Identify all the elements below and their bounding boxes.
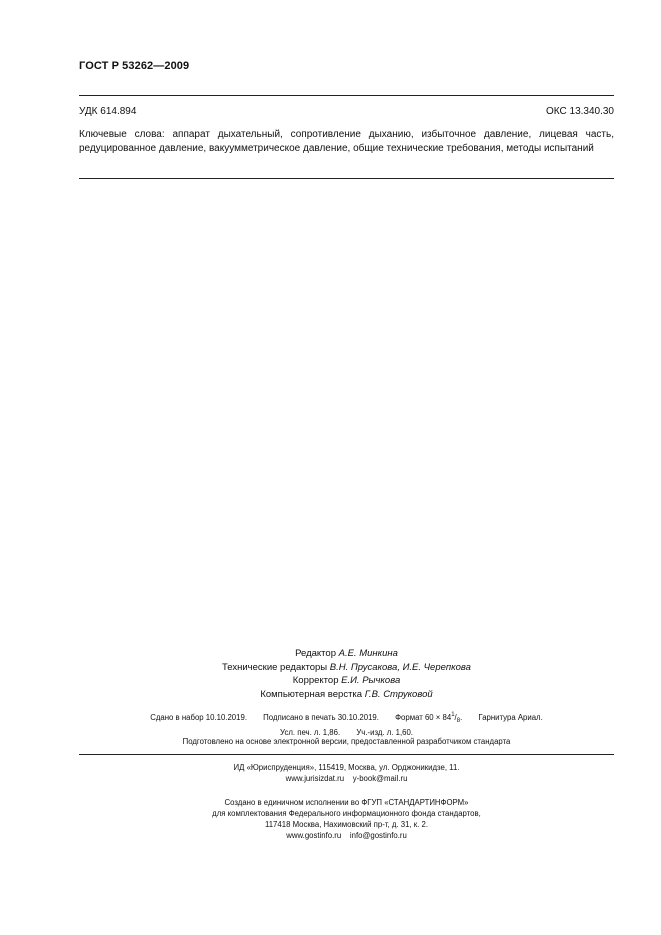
- layout-name: Г.В. Струковой: [364, 688, 433, 700]
- editor-row: Редактор А.Е. Минкина: [295, 648, 398, 659]
- publisher-contacts: www.jurisizdat.ru y-book@mail.ru: [285, 774, 408, 783]
- standard-code: ГОСТ Р 53262—2009: [79, 60, 190, 72]
- credits-block: [79, 647, 614, 701]
- bottom-divider: [79, 754, 614, 755]
- publisher-address: ИД «Юриспруденция», 115419, Москва, ул. Орджоникидзе, 11.: [233, 763, 460, 772]
- imprint-row-1: [79, 709, 614, 727]
- typeface: Гарнитура Ариал.: [478, 713, 543, 722]
- producer-contacts: www.gostinfo.ru info@gostinfo.ru: [286, 831, 407, 840]
- top-divider: [79, 95, 614, 96]
- submitted-date: Сдано в набор 10.10.2019.: [150, 713, 247, 722]
- keywords-paragraph: Ключевые слова: аппарат дыхательный, сопротивление дыханию, избыточное давление, лицевая часть, редуцированное давление, вакуумметрическое давление, общие технические требования, методы испытаний: [79, 129, 614, 154]
- paper-format: Формат $60 \times 84^1/_8$.: [395, 712, 463, 724]
- imprint-block: [79, 709, 614, 739]
- proofreader-name: Е.И. Рычкова: [341, 675, 401, 686]
- keywords-divider: [79, 178, 614, 179]
- publisher-sheets: Уч.-изд. л. 1,60.: [356, 728, 413, 737]
- tech-editors-row: Технические редакторы В.Н. Прусакова, И.Е. Черепкова: [222, 661, 471, 673]
- udk-code: УДК 614.894: [79, 106, 137, 117]
- editor-name: А.Е. Минкина: [338, 648, 398, 659]
- print-sheets: Усл. печ. л. 1,86.: [280, 728, 341, 737]
- producer-line-1: Создано в единичном исполнении во ФГУП «СТАНДАРТИНФОРМ»: [224, 798, 469, 807]
- layout-row: Компьютерная верстка Г.В. Струковой: [260, 688, 433, 700]
- publisher-block: [79, 762, 614, 784]
- signed-date: Подписано в печать 30.10.2019.: [263, 713, 379, 722]
- producer-line-2: для комплектования Федерального информационного фонда стандартов,: [212, 809, 481, 818]
- oks-code: ОКС 13.340.30: [546, 106, 614, 117]
- tech-editors-names: В.Н. Прусакова, И.Е. Черепкова: [329, 661, 471, 673]
- prepared-note: Подготовлено на основе электронной версии, предоставленной разработчиком стандарта: [182, 737, 511, 746]
- producer-line-3: 117418 Москва, Нахимовский пр-т, д. 31, к. 2.: [264, 820, 429, 829]
- proofreader-row: Корректор Е.И. Рычкова: [292, 675, 401, 686]
- producer-block: [79, 797, 614, 841]
